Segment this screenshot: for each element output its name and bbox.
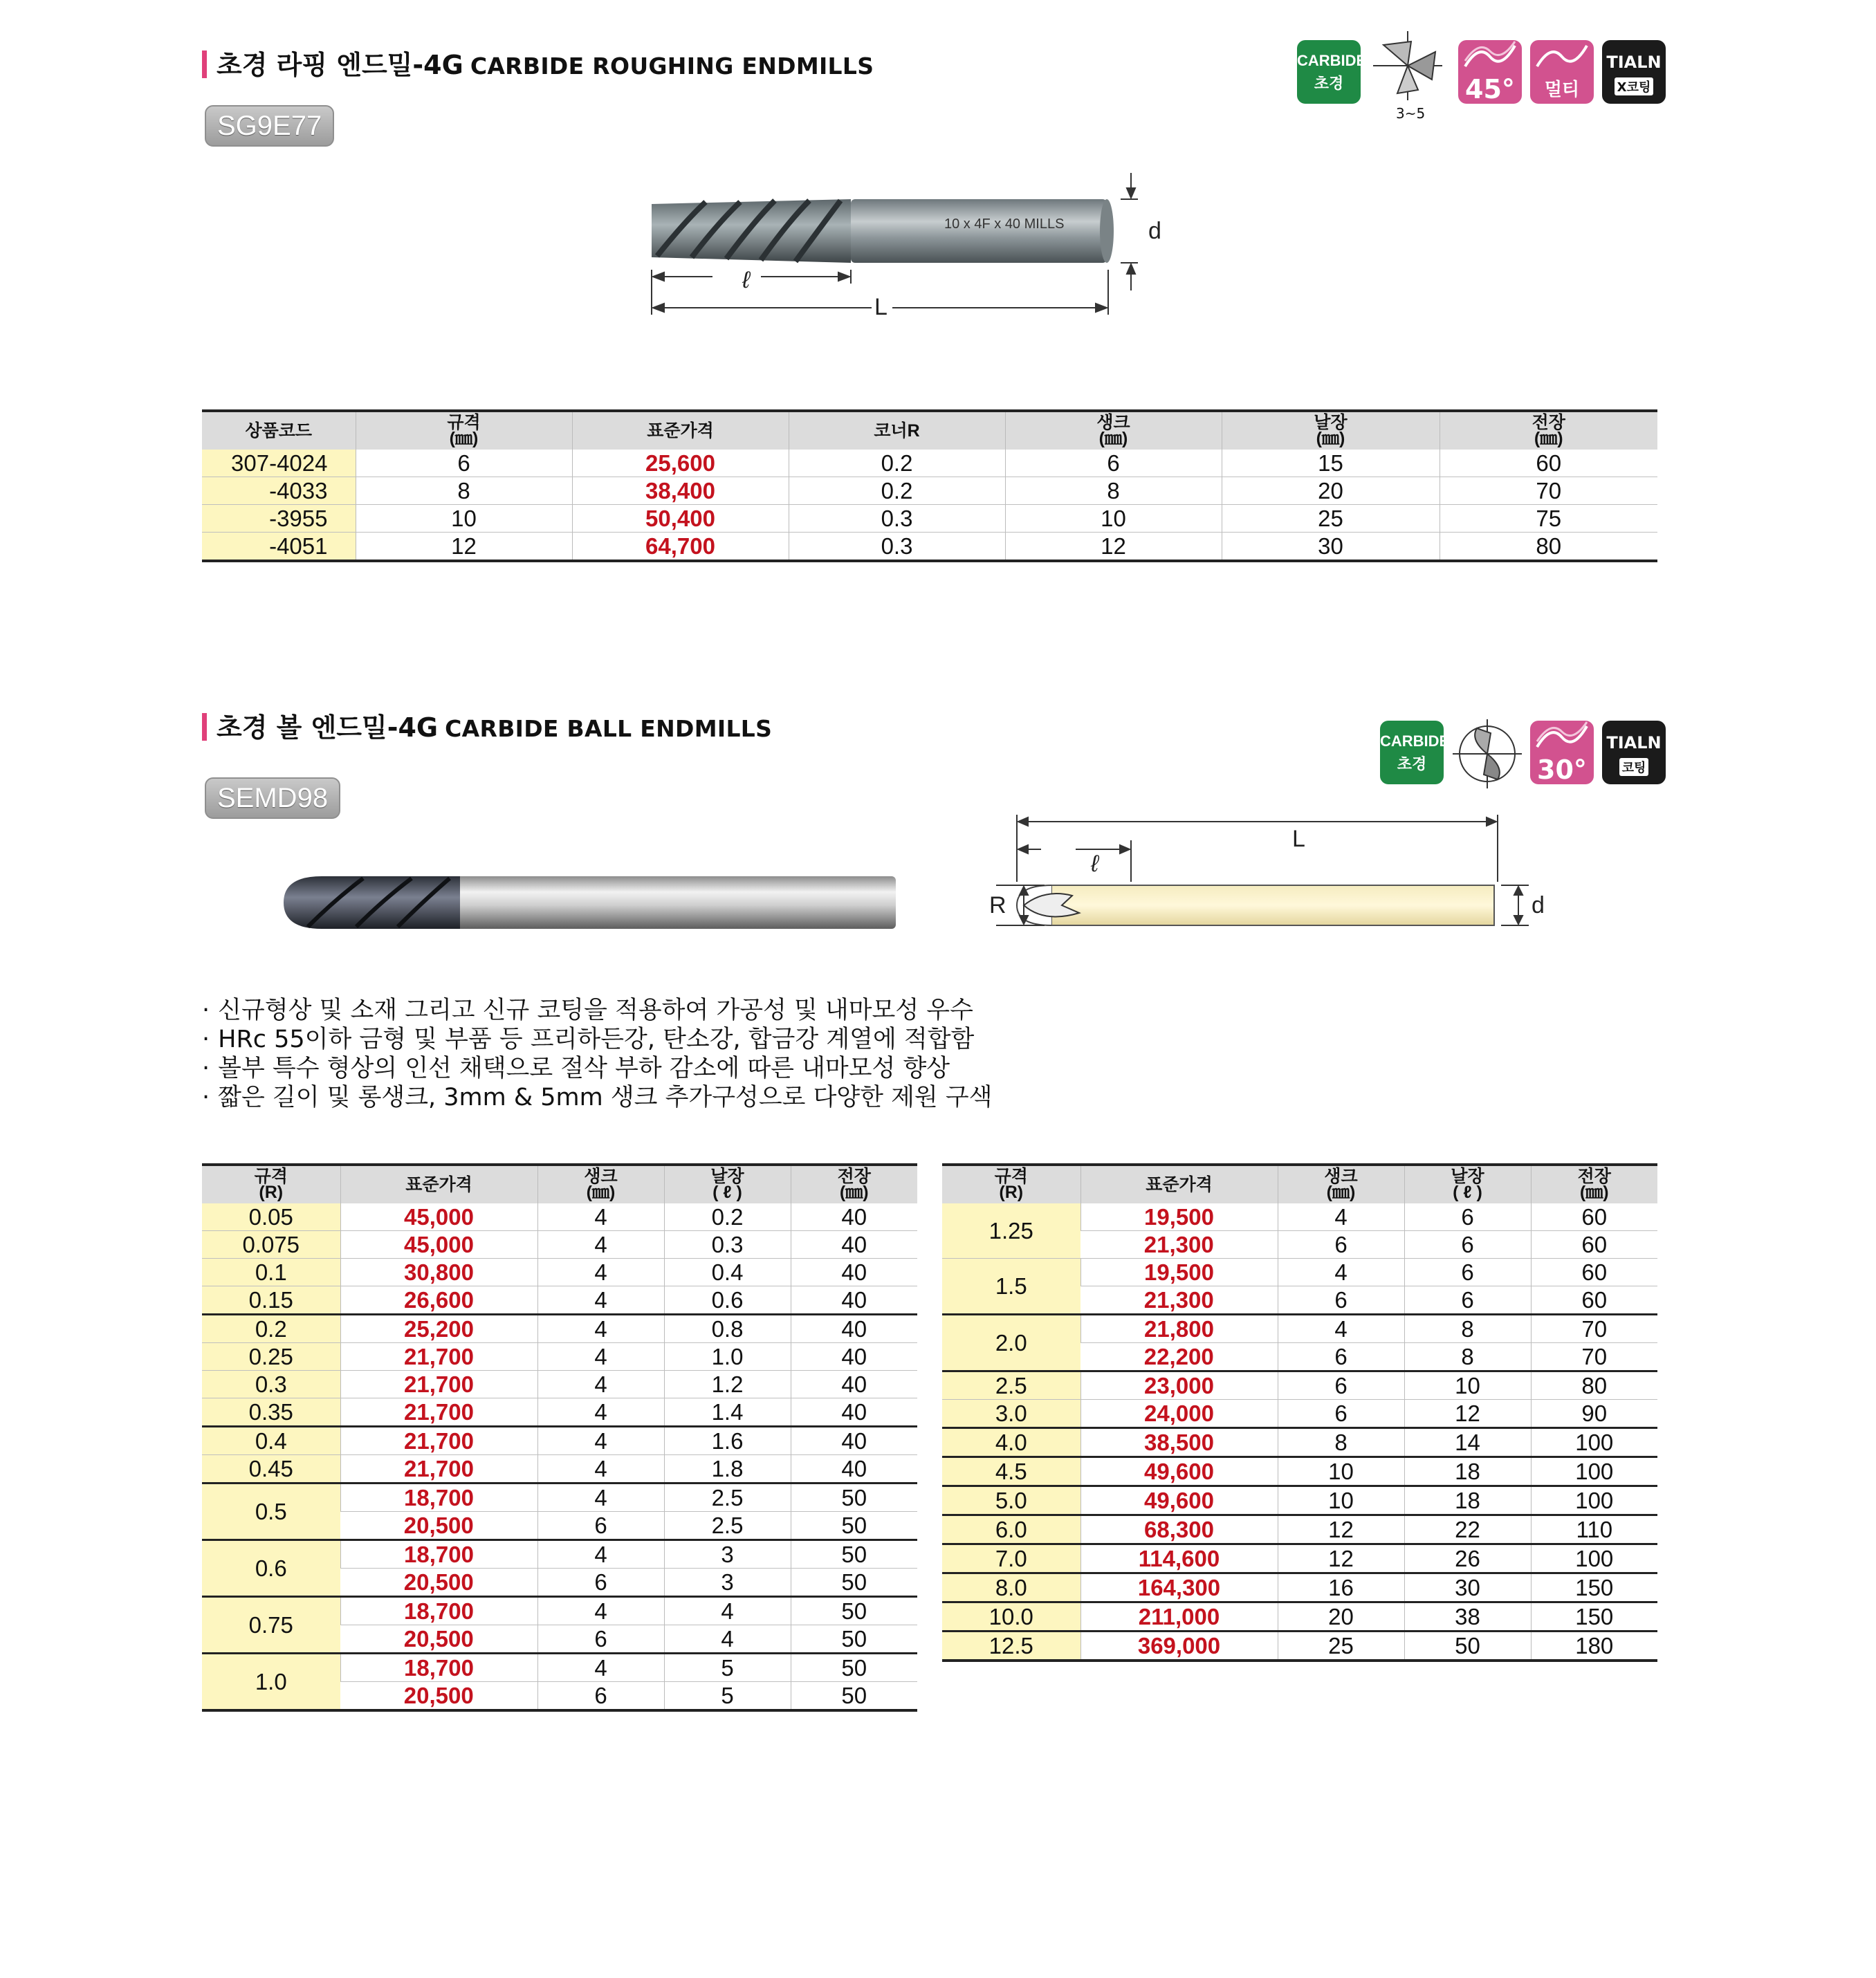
table-cell: 10	[356, 505, 572, 533]
table-cell: 1.2	[664, 1371, 791, 1398]
spec-cell: 0.75	[202, 1597, 340, 1654]
spec-cell: 6.0	[942, 1515, 1080, 1544]
table-cell: 10	[1005, 505, 1222, 533]
table-row	[202, 1540, 917, 1569]
carbide-icon-label: CARBIDE	[1297, 52, 1367, 69]
table-row	[202, 477, 1657, 505]
table-cell: 16	[1278, 1573, 1404, 1602]
table-cell: 4	[1278, 1203, 1404, 1231]
table-row	[942, 1632, 1657, 1661]
carbide-icon	[1297, 40, 1367, 104]
table-cell: 0.8	[664, 1315, 791, 1343]
table-cell: 60	[1531, 1286, 1657, 1315]
table-cell: 18,700	[340, 1540, 537, 1569]
table-row	[202, 533, 1657, 562]
table-cell: 50	[791, 1512, 917, 1540]
feature-item: · HRc 55이하 금형 및 부품 등 프리하든강, 탄소강, 합금강 계열에 적합함	[202, 1025, 992, 1054]
table-cell: 26,600	[340, 1286, 537, 1315]
table-cell: 60	[1531, 1203, 1657, 1231]
spec-cell: 0.2	[202, 1315, 340, 1343]
table-cell: 100	[1531, 1544, 1657, 1573]
ball-endmill-drawing	[996, 809, 1549, 934]
col-flute-length: 날장 ( ℓ )	[1404, 1165, 1531, 1203]
overall-length-label: L	[1292, 826, 1305, 852]
table-cell: 164,300	[1080, 1573, 1278, 1602]
table-cell: 12	[356, 533, 572, 562]
table-cell: 10	[1278, 1457, 1404, 1486]
table-cell: 6	[537, 1569, 664, 1597]
table-cell: 4	[1278, 1315, 1404, 1343]
tialn-coating-sub: X코팅	[1615, 77, 1654, 95]
table-cell: 21,700	[340, 1427, 537, 1455]
table-cell: 4	[537, 1654, 664, 1682]
col-product-code	[202, 411, 356, 450]
table-cell: 50	[791, 1654, 917, 1682]
diameter-label: d	[1148, 218, 1161, 244]
col-spec-r: 규격 (R)	[942, 1165, 1080, 1203]
table-cell: 50	[1404, 1632, 1531, 1661]
table-cell: 18,700	[340, 1597, 537, 1625]
table-cell: 4	[537, 1484, 664, 1512]
table-cell: 60	[1440, 450, 1657, 477]
table-header-row	[942, 1165, 1657, 1203]
table-cell: 18	[1404, 1457, 1531, 1486]
table-cell: 12	[1278, 1544, 1404, 1573]
table-cell: 38	[1404, 1602, 1531, 1632]
table-cell: 90	[1531, 1400, 1657, 1428]
table-cell: 50	[791, 1484, 917, 1512]
spec-cell: 0.05	[202, 1203, 340, 1231]
table-cell: 0.6	[664, 1286, 791, 1315]
table-cell: 4	[537, 1259, 664, 1286]
table-cell: 0.3	[789, 505, 1005, 533]
table-cell: 40	[791, 1398, 917, 1427]
table-cell: 80	[1440, 533, 1657, 562]
table-cell: 4	[537, 1427, 664, 1455]
table-cell: 6	[1404, 1203, 1531, 1231]
table-row	[942, 1602, 1657, 1632]
roughing-endmill-image	[643, 166, 1197, 325]
table-cell: 6	[356, 450, 572, 477]
table-cell: 0.3	[789, 533, 1005, 562]
table-cell: 40	[791, 1455, 917, 1484]
table-cell: 18,700	[340, 1484, 537, 1512]
helix-angle-45-icon	[1458, 40, 1522, 104]
table-cell: 6	[1278, 1343, 1404, 1371]
table-row	[202, 1398, 917, 1427]
spec-cell: 0.3	[202, 1371, 340, 1398]
section1-title-ko: 초경 라핑 엔드밀-4G	[217, 50, 463, 80]
table-row	[202, 1203, 917, 1231]
table-cell: 20	[1278, 1602, 1404, 1632]
table-row	[942, 1203, 1657, 1231]
table-cell: 3	[664, 1540, 791, 1569]
table-cell: 4	[1278, 1259, 1404, 1286]
table-cell: 5	[664, 1682, 791, 1711]
header-label: 상품코드	[245, 420, 313, 441]
helix-angle-30-icon	[1530, 721, 1594, 784]
col-shank: 생크 (㎜)	[537, 1165, 664, 1203]
col-shank: 생크 (㎜)	[1005, 411, 1222, 450]
table-cell: 8	[1005, 477, 1222, 505]
feature-item: · 볼부 특수 형상의 인선 채택으로 절삭 부하 감소에 따른 내마모성 향상	[202, 1054, 992, 1083]
section1-model-badge: SG9E77	[205, 105, 334, 147]
spec-cell: 2.0	[942, 1315, 1080, 1371]
ball-endmill-image	[280, 868, 903, 937]
flute-count-icon	[1370, 28, 1446, 104]
spec-cell: 8.0	[942, 1573, 1080, 1602]
table-cell: 70	[1531, 1315, 1657, 1343]
feature-item: · 신규형상 및 소재 그리고 신규 코팅을 적용하여 가공성 및 내마모성 우수	[202, 996, 992, 1025]
table-cell: 25	[1222, 505, 1440, 533]
table-cell: 50	[791, 1625, 917, 1654]
table-row	[942, 1573, 1657, 1602]
spec-cell: 0.075	[202, 1231, 340, 1259]
table-row	[942, 1544, 1657, 1573]
table-cell: 4	[537, 1315, 664, 1343]
table-cell: 6	[537, 1625, 664, 1654]
spec-cell: 0.5	[202, 1484, 340, 1540]
table-cell: 21,700	[340, 1455, 537, 1484]
header-label: 표준가격	[647, 420, 714, 441]
table-row	[202, 1654, 917, 1682]
table-cell: 14	[1404, 1428, 1531, 1457]
spec-cell: 0.35	[202, 1398, 340, 1427]
table-cell: 20,500	[340, 1682, 537, 1711]
col-flute-length: 날장 ( ℓ )	[664, 1165, 791, 1203]
table-cell: -3955	[202, 505, 356, 533]
table-row	[202, 1371, 917, 1398]
table-cell: 45,000	[340, 1231, 537, 1259]
spec-cell: 0.4	[202, 1427, 340, 1455]
table-cell: 80	[1531, 1371, 1657, 1400]
table-cell: 19,500	[1080, 1259, 1278, 1286]
carbide-icon-label: CARBIDE	[1380, 732, 1450, 750]
header-label: 표준가격	[1146, 1174, 1213, 1194]
header-label: 코너R	[874, 420, 920, 441]
table-row	[202, 1231, 917, 1259]
table-cell: 19,500	[1080, 1203, 1278, 1231]
radius-label: R	[989, 892, 1006, 918]
table-header-row	[202, 411, 1657, 450]
table-cell: -4051	[202, 533, 356, 562]
section2-title-en: CARBIDE BALL ENDMILLS	[445, 715, 773, 742]
table-cell: 25	[1278, 1632, 1404, 1661]
table-cell: 49,600	[1080, 1457, 1278, 1486]
col-spec: 규격 (㎜)	[356, 411, 572, 450]
spec-cell: 0.25	[202, 1343, 340, 1371]
table-row	[942, 1515, 1657, 1544]
table-cell: 0.2	[664, 1203, 791, 1231]
carbide-icon	[1380, 721, 1450, 784]
table-cell: 45,000	[340, 1203, 537, 1231]
table-cell: 40	[791, 1231, 917, 1259]
table-row	[202, 1427, 917, 1455]
table-cell: 18	[1404, 1486, 1531, 1515]
table-cell: 6	[1404, 1259, 1531, 1286]
table-cell: 150	[1531, 1602, 1657, 1632]
table-cell: 0.3	[664, 1231, 791, 1259]
table-cell: 40	[791, 1286, 917, 1315]
table-cell: 8	[356, 477, 572, 505]
table-cell: 20	[1222, 477, 1440, 505]
spec-cell: 1.0	[202, 1654, 340, 1711]
table-row	[942, 1259, 1657, 1286]
table-cell: 40	[791, 1203, 917, 1231]
col-price	[1080, 1165, 1278, 1203]
table-cell: 21,700	[340, 1371, 537, 1398]
table-row	[202, 1259, 917, 1286]
table-cell: 21,300	[1080, 1231, 1278, 1259]
ball-spec-table-right	[942, 1163, 1657, 1662]
helix-angle-30-label: 30°	[1537, 755, 1587, 785]
spec-cell: 3.0	[942, 1400, 1080, 1428]
table-cell: 4	[537, 1286, 664, 1315]
table-row	[202, 1484, 917, 1512]
flute-length-label: ℓ	[1091, 851, 1098, 877]
table-cell: 5	[664, 1654, 791, 1682]
col-price	[340, 1165, 537, 1203]
table-cell: 4	[537, 1371, 664, 1398]
col-spec-r: 규격 (R)	[202, 1165, 340, 1203]
tialn-coating-label: TIALN	[1606, 53, 1662, 72]
table-cell: 40	[791, 1427, 917, 1455]
tialn-coating-sub: 코팅	[1619, 758, 1649, 776]
table-cell: 25,200	[340, 1315, 537, 1343]
table-cell: 4	[537, 1231, 664, 1259]
table-cell: 150	[1531, 1573, 1657, 1602]
table-cell: 40	[791, 1343, 917, 1371]
table-cell: 50	[791, 1682, 917, 1711]
carbide-icon-ko: 초경	[1314, 75, 1344, 93]
table-cell: 4	[537, 1540, 664, 1569]
table-cell: 20,500	[340, 1512, 537, 1540]
table-cell: 100	[1531, 1486, 1657, 1515]
table-cell: 6	[1005, 450, 1222, 477]
spec-cell: 10.0	[942, 1602, 1080, 1632]
section1-title	[202, 48, 874, 83]
table-cell: 40	[791, 1315, 917, 1343]
tialn-coating-icon	[1602, 40, 1666, 104]
ball-flute-icon	[1449, 716, 1525, 792]
table-cell: 23,000	[1080, 1371, 1278, 1400]
table-cell: 6	[537, 1682, 664, 1711]
spec-cell: 0.1	[202, 1259, 340, 1286]
table-cell: 15	[1222, 450, 1440, 477]
table-cell: 100	[1531, 1428, 1657, 1457]
table-row	[942, 1400, 1657, 1428]
table-cell: -4033	[202, 477, 356, 505]
spec-cell: 4.0	[942, 1428, 1080, 1457]
table-cell: 4	[537, 1343, 664, 1371]
table-cell: 22,200	[1080, 1343, 1278, 1371]
col-overall-length: 전장 (㎜)	[791, 1165, 917, 1203]
table-cell: 38,400	[572, 477, 789, 505]
table-cell: 6	[1404, 1286, 1531, 1315]
ball-spec-table-left	[202, 1163, 917, 1712]
table-cell: 75	[1440, 505, 1657, 533]
table-cell: 68,300	[1080, 1515, 1278, 1544]
table-cell: 369,000	[1080, 1632, 1278, 1661]
table-cell: 8	[1278, 1428, 1404, 1457]
table-cell: 6	[1278, 1286, 1404, 1315]
overall-length-label: L	[874, 294, 888, 320]
col-flute-length: 날장 (㎜)	[1222, 411, 1440, 450]
table-row	[202, 1597, 917, 1625]
col-price	[572, 411, 789, 450]
table-row	[942, 1371, 1657, 1400]
table-cell: 4	[664, 1625, 791, 1654]
table-cell: 70	[1531, 1343, 1657, 1371]
table-cell: 12	[1278, 1515, 1404, 1544]
table-cell: 21,300	[1080, 1286, 1278, 1315]
table-cell: 211,000	[1080, 1602, 1278, 1632]
table-row	[202, 1455, 917, 1484]
section2-model-badge: SEMD98	[205, 777, 340, 819]
table-cell: 4	[537, 1455, 664, 1484]
table-cell: 18,700	[340, 1654, 537, 1682]
tialn-coating-icon	[1602, 721, 1666, 784]
spec-cell: 0.45	[202, 1455, 340, 1484]
table-cell: 21,700	[340, 1343, 537, 1371]
table-cell: 1.6	[664, 1427, 791, 1455]
table-row	[202, 505, 1657, 533]
table-cell: 4	[664, 1597, 791, 1625]
section2-title-ko: 초경 볼 엔드밀-4G	[217, 712, 439, 743]
endmill-marking: 10 x 4F x 40 MILLS	[944, 216, 1065, 232]
table-cell: 6	[1278, 1231, 1404, 1259]
table-cell: 4	[537, 1597, 664, 1625]
spec-cell: 5.0	[942, 1486, 1080, 1515]
table-cell: 114,600	[1080, 1544, 1278, 1573]
table-cell: 50,400	[572, 505, 789, 533]
table-cell: 2.5	[664, 1512, 791, 1540]
diameter-label: d	[1532, 892, 1545, 918]
section1-title-en: CARBIDE ROUGHING ENDMILLS	[470, 53, 874, 80]
spec-cell: 0.6	[202, 1540, 340, 1597]
section2-title	[202, 711, 772, 746]
table-row	[942, 1486, 1657, 1515]
col-corner-r	[789, 411, 1005, 450]
table-row	[942, 1428, 1657, 1457]
table-header-row	[202, 1165, 917, 1203]
table-cell: 38,500	[1080, 1428, 1278, 1457]
table-cell: 49,600	[1080, 1486, 1278, 1515]
table-row	[942, 1457, 1657, 1486]
table-cell: 1.0	[664, 1343, 791, 1371]
table-cell: 22	[1404, 1515, 1531, 1544]
table-cell: 0.2	[789, 477, 1005, 505]
helix-angle-45-label: 45°	[1465, 74, 1515, 104]
table-cell: 24,000	[1080, 1400, 1278, 1428]
table-cell: 110	[1531, 1515, 1657, 1544]
table-cell: 60	[1531, 1231, 1657, 1259]
table-cell: 10	[1278, 1486, 1404, 1515]
table-cell: 8	[1404, 1315, 1531, 1343]
table-cell: 10	[1404, 1371, 1531, 1400]
table-cell: 100	[1531, 1457, 1657, 1486]
spec-cell: 0.15	[202, 1286, 340, 1315]
table-cell: 6	[537, 1512, 664, 1540]
table-row	[202, 1286, 917, 1315]
table-cell: 1.4	[664, 1398, 791, 1427]
table-cell: 6	[1404, 1231, 1531, 1259]
table-cell: 30,800	[340, 1259, 537, 1286]
table-cell: 20,500	[340, 1569, 537, 1597]
spec-cell: 1.25	[942, 1203, 1080, 1259]
roughing-spec-table	[202, 409, 1657, 562]
feature-item: · 짧은 길이 및 롱생크, 3mm & 5mm 생크 추가구성으로 다양한 제원 구색	[202, 1083, 992, 1112]
table-cell: 70	[1440, 477, 1657, 505]
feature-list	[202, 996, 992, 1112]
table-cell: 3	[664, 1569, 791, 1597]
table-row	[202, 1315, 917, 1343]
spec-cell: 7.0	[942, 1544, 1080, 1573]
table-cell: 12	[1404, 1400, 1531, 1428]
spec-cell: 2.5	[942, 1371, 1080, 1400]
table-cell: 26	[1404, 1544, 1531, 1573]
tialn-coating-label: TIALN	[1606, 733, 1662, 752]
table-cell: 40	[791, 1259, 917, 1286]
table-cell: 21,800	[1080, 1315, 1278, 1343]
table-row	[202, 450, 1657, 477]
spec-cell: 1.5	[942, 1259, 1080, 1315]
table-cell: 307-4024	[202, 450, 356, 477]
table-cell: 8	[1404, 1343, 1531, 1371]
table-cell: 6	[1278, 1371, 1404, 1400]
spec-cell: 4.5	[942, 1457, 1080, 1486]
carbide-icon-ko: 초경	[1397, 756, 1427, 773]
table-cell: 2.5	[664, 1484, 791, 1512]
spec-cell: 12.5	[942, 1632, 1080, 1661]
table-cell: 20,500	[340, 1625, 537, 1654]
table-row	[942, 1315, 1657, 1343]
table-cell: 50	[791, 1569, 917, 1597]
table-cell: 1.8	[664, 1455, 791, 1484]
col-overall-length: 전장 (㎜)	[1531, 1165, 1657, 1203]
table-cell: 180	[1531, 1632, 1657, 1661]
table-cell: 64,700	[572, 533, 789, 562]
table-cell: 40	[791, 1371, 917, 1398]
col-shank: 생크 (㎜)	[1278, 1165, 1404, 1203]
multi-icon	[1530, 40, 1594, 104]
table-cell: 50	[791, 1540, 917, 1569]
table-cell: 60	[1531, 1259, 1657, 1286]
table-cell: 4	[537, 1398, 664, 1427]
table-cell: 12	[1005, 533, 1222, 562]
table-cell: 50	[791, 1597, 917, 1625]
table-cell: 4	[537, 1203, 664, 1231]
flute-count-label: 3~5	[1396, 105, 1426, 122]
col-overall-length: 전장 (㎜)	[1440, 411, 1657, 450]
table-cell: 30	[1404, 1573, 1531, 1602]
table-cell: 30	[1222, 533, 1440, 562]
table-cell: 25,600	[572, 450, 789, 477]
table-cell: 6	[1278, 1400, 1404, 1428]
header-label: 표준가격	[405, 1174, 472, 1194]
table-cell: 0.2	[789, 450, 1005, 477]
multi-icon-label: 멀티	[1544, 80, 1580, 100]
table-cell: 21,700	[340, 1398, 537, 1427]
table-row	[202, 1343, 917, 1371]
table-cell: 0.4	[664, 1259, 791, 1286]
flute-length-label: ℓ	[742, 267, 750, 293]
